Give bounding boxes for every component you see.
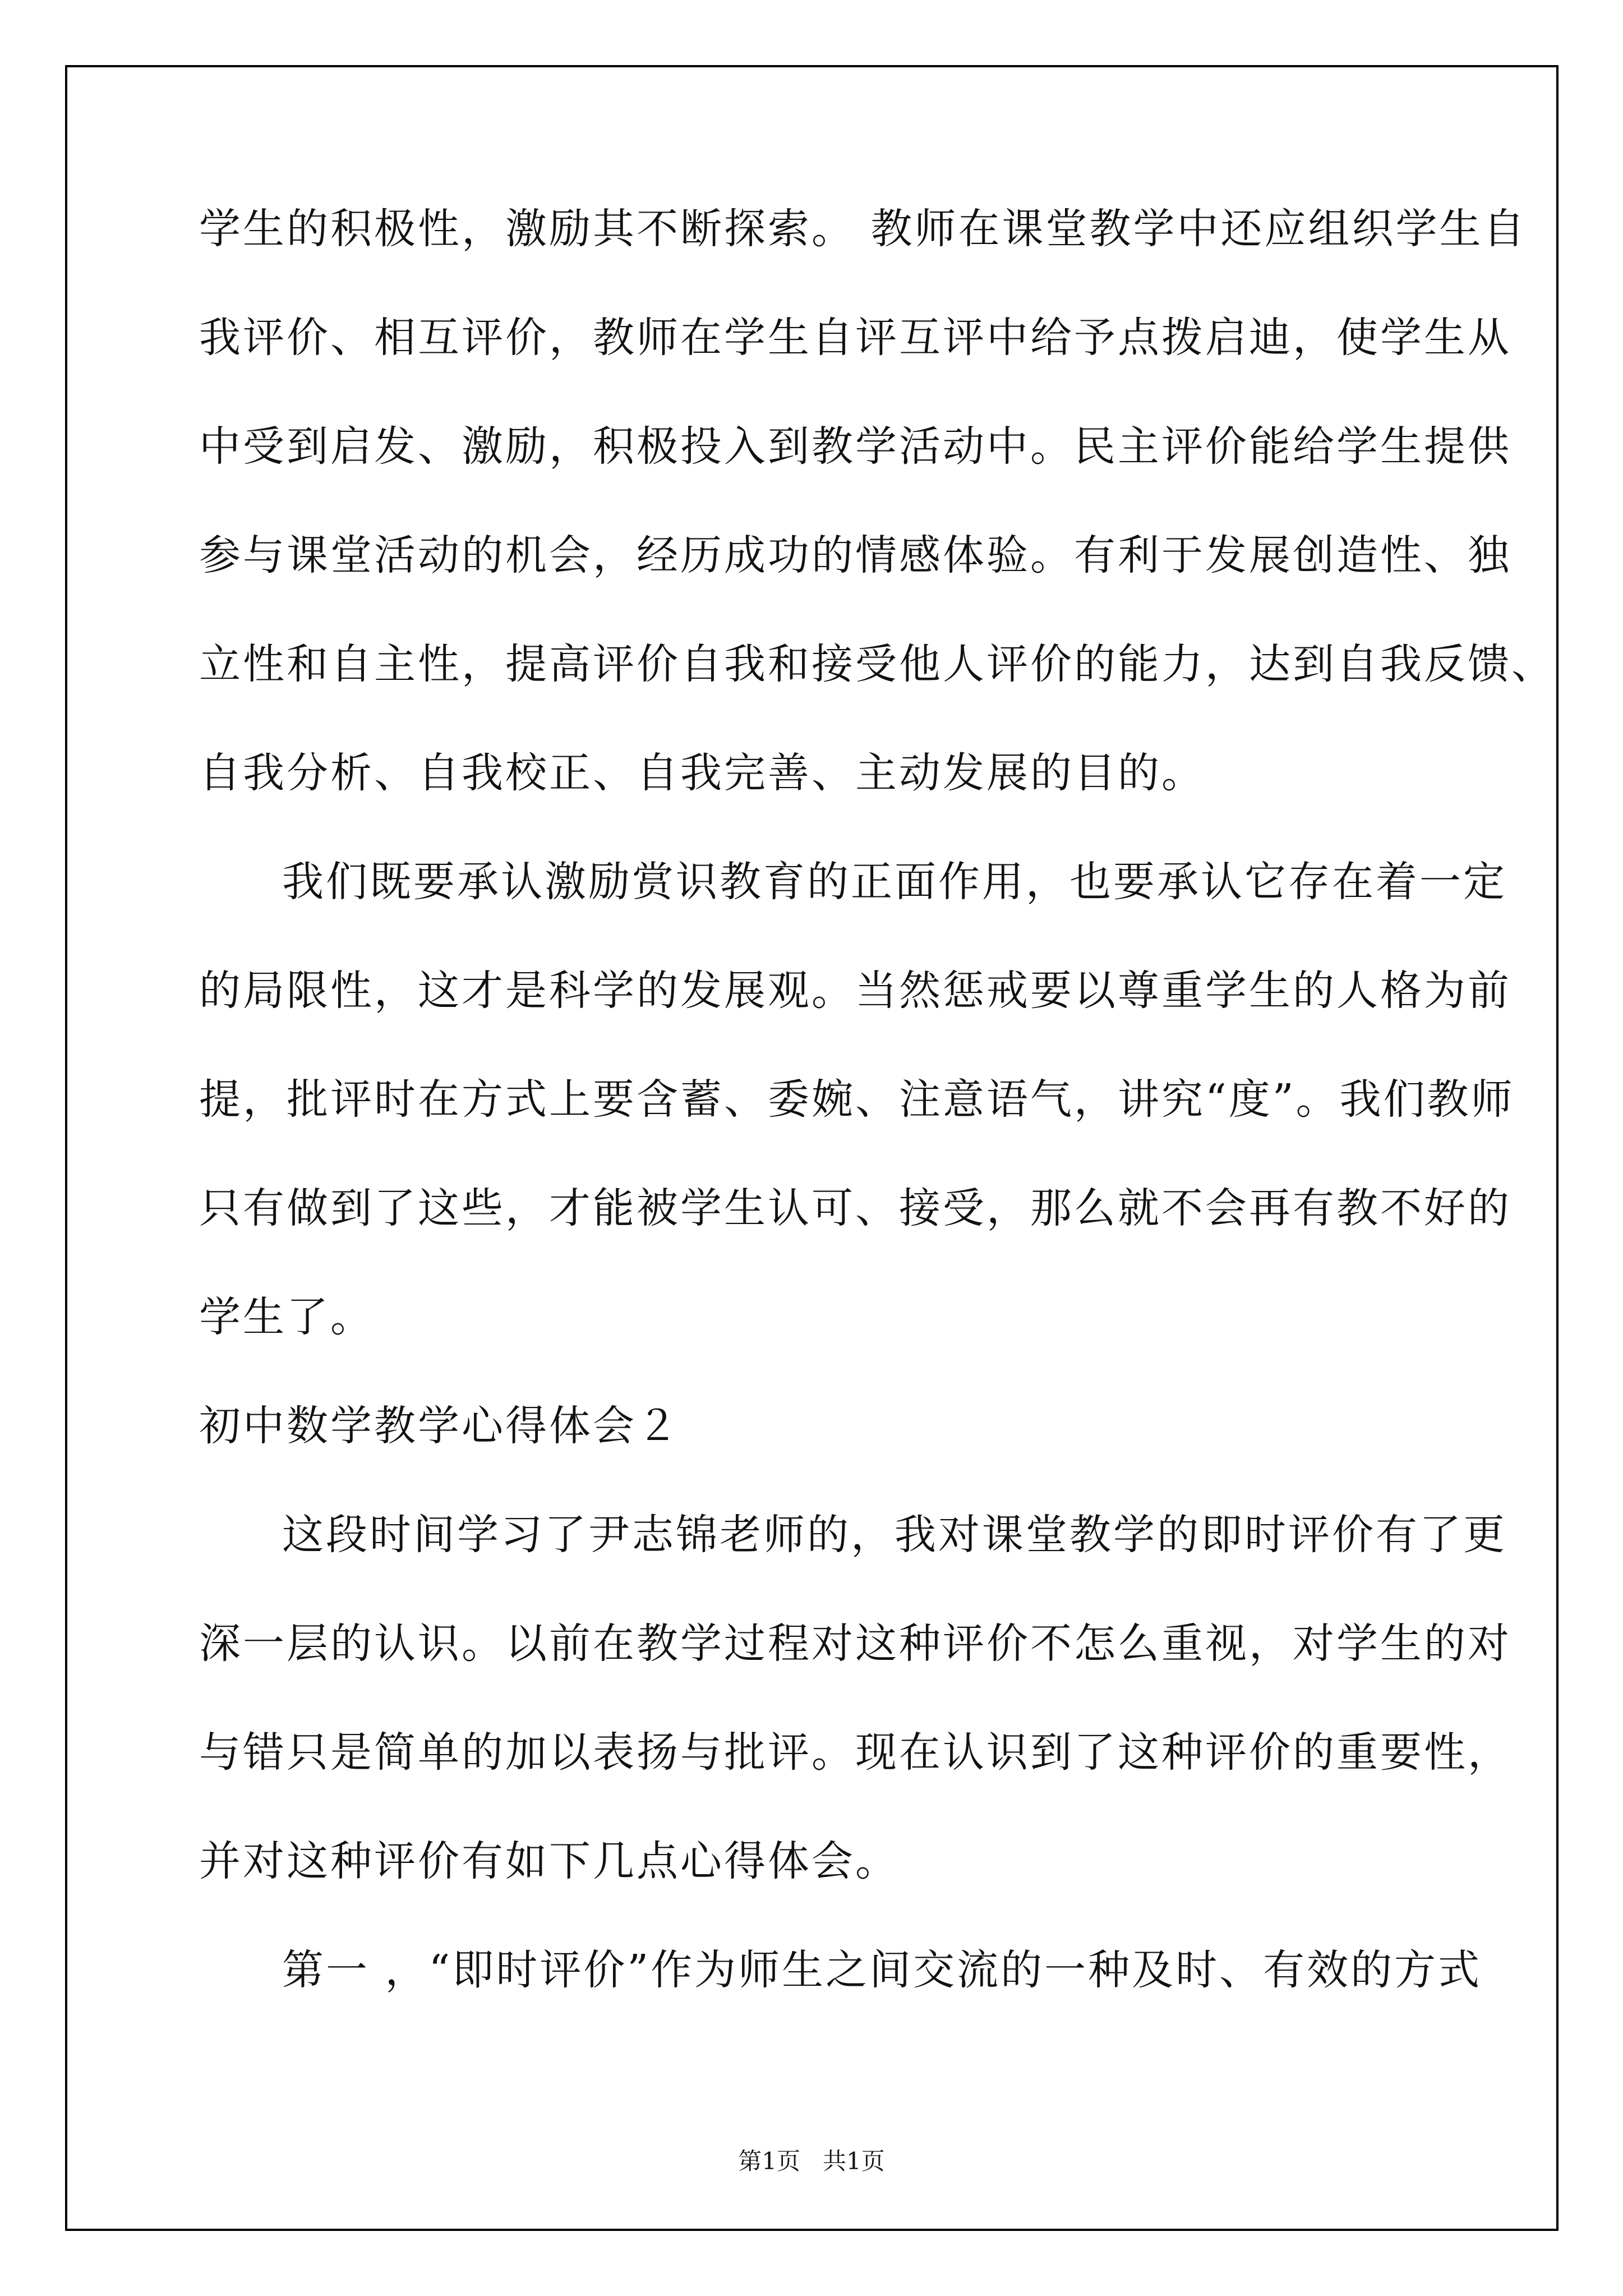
text-line: 学生的积极性，激励其不断探索。 教师在课堂教学中还应组织学生自 — [199, 205, 1527, 253]
document-body — [199, 202, 1555, 2052]
text-line: 立性和自主性，提高评价自我和接受他人评价的能力，达到自我反馈、 — [199, 640, 1555, 688]
text-line: 并对这种评价有如下几点心得体会。 — [199, 1837, 899, 1885]
text-line: 提，批评时在方式上要含蓄、委婉、注意语气，讲究“度”。我们教师 — [199, 1075, 1515, 1124]
text-line: 参与课堂活动的机会，经历成功的情感体验。有利于发展创造性、独 — [199, 531, 1511, 579]
page-number: 第1页 — [738, 2147, 800, 2175]
paragraph-first-line: 这段时间学习了尹志锦老师的，我对课堂教学的即时评价有了更 — [282, 1511, 1507, 1559]
paragraph-first-line: 第一 ，“即时评价”作为师生之间交流的一种及时、有效的方式 — [282, 1946, 1482, 1994]
paragraph-first-line: 我们既要承认激励赏识教育的正面作用，也要承认它存在着一定 — [282, 858, 1507, 906]
text-line: 中受到启发、激励，积极投入到教学活动中。民主评价能给学生提供 — [199, 422, 1511, 471]
page-total: 共1页 — [823, 2147, 885, 2175]
text-line: 与错只是简单的加以表扬与批评。现在认识到了这种评价的重要性， — [199, 1728, 1511, 1777]
text-line: 学生了。 — [199, 1293, 374, 1341]
text-line: 的局限性，这才是科学的发展观。当然惩戒要以尊重学生的人格为前 — [199, 967, 1511, 1015]
text-line: 只有做到了这些，才能被学生认可、接受，那么就不会再有教不好的 — [199, 1184, 1511, 1232]
section-heading: 初中数学教学心得体会２ — [199, 1402, 680, 1450]
text-line: 我评价、相互评价，教师在学生自评互评中给予点拨启迪，使学生从 — [199, 314, 1511, 362]
page-footer — [0, 2146, 1623, 2177]
text-line: 自我分析、自我校正、自我完善、主动发展的目的。 — [199, 749, 1205, 797]
text-line: 深一层的认识。以前在教学过程对这种评价不怎么重视，对学生的对 — [199, 1619, 1511, 1668]
